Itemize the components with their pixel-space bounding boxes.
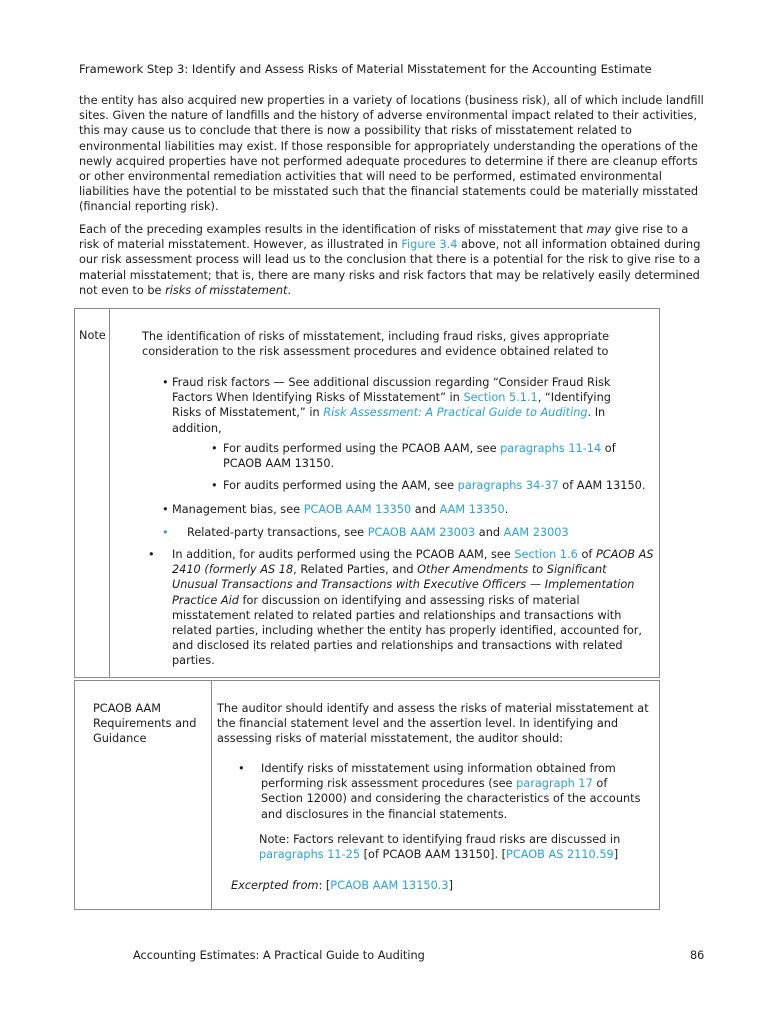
paragraphs-11-25-link[interactable]: paragraphs 11-25 bbox=[259, 848, 361, 862]
footer-title: Accounting Estimates: A Practical Guide to Auditing bbox=[133, 949, 425, 962]
pcaob-label: PCAOB AAM Requirements and Guidance bbox=[93, 702, 197, 746]
pcaob-requirements-box bbox=[74, 680, 660, 910]
excerpt-source: Excerpted from: [PCAOB AAM 13150.3] bbox=[231, 879, 454, 892]
pcaob-aam-23003-link[interactable]: PCAOB AAM 23003 bbox=[367, 526, 476, 539]
section-1-6-link[interactable]: Section 1.6 bbox=[514, 548, 578, 561]
page-header: Framework Step 3: Identify and Assess Risks of Material Misstatement for the Accounting Estimate bbox=[79, 62, 652, 76]
identify-risks-item: Identify risks of misstatement using information obtained from performing risk assessment procedures (see paragraph 17 of Section 12000) and considering the characteristics of the accounts and disclosures in the financial statements. bbox=[261, 762, 641, 821]
paragraphs-34-37-link[interactable]: paragraphs 34-37 bbox=[457, 479, 559, 492]
note-label: Note bbox=[79, 329, 106, 342]
related-party-item: Related-party transactions, see PCAOB AAM 23003 and AAM 23003 bbox=[187, 526, 569, 539]
pcaob-as-2110-59-link[interactable]: PCAOB AS 2110.59 bbox=[506, 848, 614, 862]
aam-audit-item: For audits performed using the AAM, see paragraphs 34-37 of AAM 13150. bbox=[223, 479, 646, 492]
bullet-icon: • bbox=[238, 762, 245, 775]
page-number: 86 bbox=[690, 949, 705, 962]
bullet-icon: • bbox=[211, 479, 218, 492]
aam-13350-link[interactable]: AAM 13350 bbox=[439, 503, 505, 516]
management-bias-item: Management bias, see PCAOB AAM 13350 and AAM 13350. bbox=[172, 503, 509, 516]
pcaob-intro: The auditor should identify and assess the risks of material misstatement at the financial statement level and the assertion level. In identifying and assessing risks of material misstatement, the auditor should: bbox=[217, 702, 649, 746]
bullet-icon: • bbox=[162, 526, 169, 539]
figure-3-4-link[interactable]: Figure 3.4 bbox=[401, 238, 458, 252]
bullet-icon: • bbox=[162, 503, 169, 516]
section-5-1-1-link[interactable]: Section 5.1.1 bbox=[463, 391, 538, 405]
body-paragraph-2: Each of the preceding examples results in the identification of risks of misstatement that may give rise to a risk of material misstatement. However, as illustrated in Figure 3.4 above, not all information obtained during our risk assessment process will lead us to the conclusion that there is a potential for the risk to give rise to a material misstatement; that is, there are many risks and risk factors that may be relatively easily determined not even to be risks of misstatement. bbox=[79, 223, 701, 297]
fraud-factors-note: Note: Factors relevant to identifying fraud risks are discussed in paragraphs 11-25 [of PCAOB AAM 13150]. [PCAOB AS 2110.59] bbox=[259, 833, 621, 862]
bullet-icon: • bbox=[148, 548, 155, 561]
bullet-icon: • bbox=[162, 376, 169, 389]
note-box bbox=[74, 308, 660, 678]
risk-assessment-guide-link[interactable]: Risk Assessment: A Practical Guide to Auditing bbox=[323, 406, 588, 420]
aam-23003-link[interactable]: AAM 23003 bbox=[503, 526, 569, 539]
pcaob-aam-13150-3-link[interactable]: PCAOB AAM 13150.3 bbox=[330, 879, 449, 892]
bullet-icon: • bbox=[211, 442, 218, 455]
fraud-risk-item: Fraud risk factors — See additional discussion regarding “Consider Fraud Risk Factors When Identifying Risks of Misstatement” in Section 5.1.1, “Identifying Risks of Misstatement,” in Risk Assessment: A Practical Guide to Auditing. In addition, bbox=[172, 376, 611, 435]
pcaob-aam-13350-link[interactable]: PCAOB AAM 13350 bbox=[303, 503, 412, 516]
paragraph-17-link[interactable]: paragraph 17 bbox=[516, 777, 593, 791]
note-intro: The identification of risks of misstatement, including fraud risks, gives appropriate consideration to the risk assessment procedures and evidence obtained related to bbox=[142, 330, 610, 359]
pcaob-audit-item: For audits performed using the PCAOB AAM, see paragraphs 11-14 of PCAOB AAM 13150. bbox=[223, 442, 616, 471]
body-paragraph-1: the entity has also acquired new properties in a variety of locations (business risk), all of which include landfill sites. Given the nature of landfills and the history of adverse environmental impact related to their activities, this may cause us to conclude that there is now a possibility that risks of misstatement related to environmental liabilities may exist. If those responsible for appropriately understanding the operations of the newly acquired properties have not performed adequate procedures to determine if there are cleanup efforts or other environmental remediation activities that will need to be performed, estimated environmental liabilities have the potential to be misstated such that the financial statements could be materially misstated (financial reporting risk). bbox=[79, 94, 704, 214]
paragraphs-11-14-link[interactable]: paragraphs 11-14 bbox=[500, 442, 602, 455]
additional-pcaob-item: In addition, for audits performed using the PCAOB AAM, see Section 1.6 of PCAOB AS 2410 (formerly AS 18, Related Parties, and Other Amendments to Significant Unusual Transactions and Transactions with Executive Officers — Implementation Practice Aid for discussion on identifying and assessing risks of material misstatement related to related parties and relationships and transactions with related parties, including whether the entity has properly identified, accounted for, and disclosed its related parties and relationships and transactions with related parties. bbox=[172, 548, 654, 668]
